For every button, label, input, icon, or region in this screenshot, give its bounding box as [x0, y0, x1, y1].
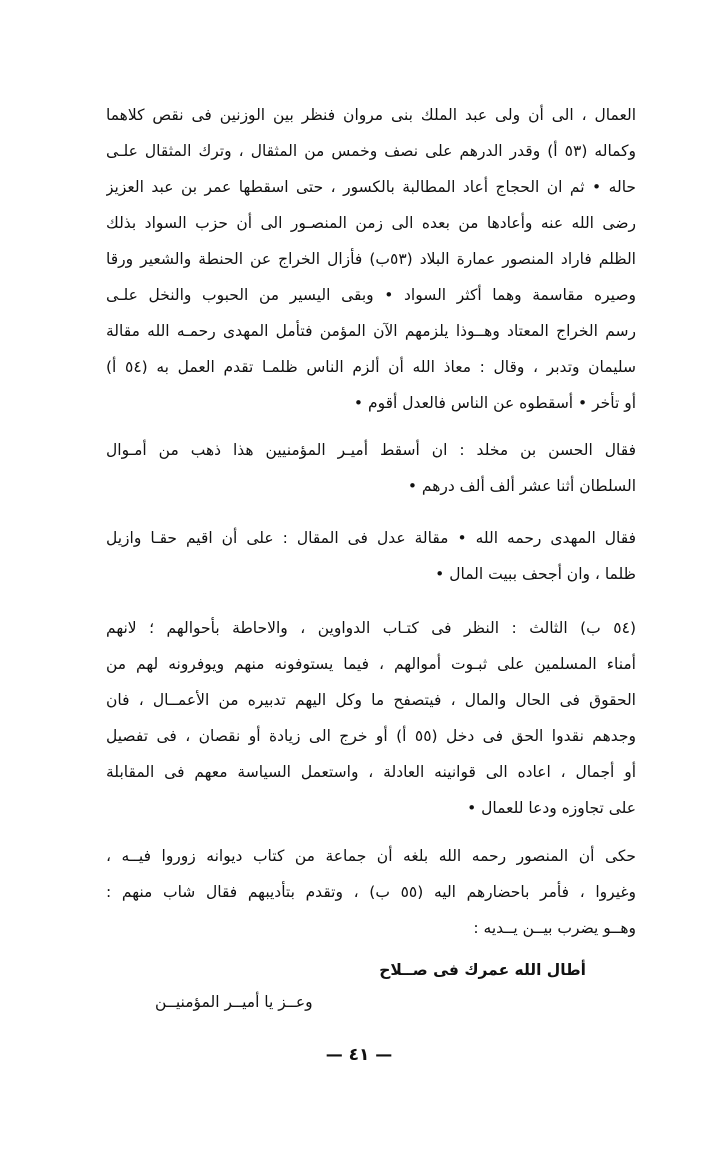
- text-line: الحقوق فى الحال والمال ، فيتصفح ما وكل اليهم تدبيره من الأعمــال ، فان: [106, 691, 636, 709]
- text-line: ظلما ، وان أجحف ببيت المال •: [435, 565, 636, 583]
- text-line: وصيره مقاسمة وهما أكثر السواد • وبقى اليسير من الحبوب والنخل علـى: [106, 286, 636, 304]
- paragraph-2: [106, 432, 636, 504]
- text-line: وكماله (٥٣ أ) وقدر الدرهم على نصف وخمس من المثقال ، وترك المثقال علـى: [106, 142, 636, 160]
- page-number: — ٤١ —: [325, 1045, 393, 1065]
- paragraph-5: [106, 838, 636, 946]
- paragraph-1: [106, 97, 636, 421]
- text-line: وغيروا ، فأمر باحضارهم اليه (٥٥ ب) ، وتقدم بتأديبهم فقال شاب منهم :: [106, 883, 636, 901]
- text-line: العمال ، الى أن ولى عبد الملك بنى مروان فنظر بين الوزنين فى نقص كلاهما: [106, 106, 636, 124]
- verse-first-hemistich: أطال الله عمرك فى صــلاح: [379, 961, 586, 979]
- text-line: سليمان وتدبر ، وقال : معاذ الله أن ألزم الناس ظلمـا تقدم العمل به (٥٤ أ): [106, 358, 636, 376]
- text-line: رضى الله عنه وأعادها من بعده الى زمن المنصـور الى أن حزب السواد بذلك: [106, 214, 636, 232]
- text-line: على تجاوزه ودعا للعمال •: [467, 799, 636, 817]
- text-line: أمناء المسلمين على ثبـوت أموالهم ، فيما يستوفونه منهم ويوفرونه لهم من: [106, 655, 636, 673]
- paragraph-4: [106, 610, 636, 826]
- text-line: رسم الخراج المعتاد وهــوذا يلزمهم الآن المؤمن فتأمل المهدى رحمـه الله مقالة: [106, 322, 636, 340]
- verse-second-hemistich: وعــز يا أميــر المؤمنيــن: [155, 993, 313, 1011]
- text-line: أو تأخر • أسقطوه عن الناس فالعدل أقوم •: [353, 394, 636, 412]
- paragraph-3: [106, 520, 636, 592]
- text-line: الظلم فاراد المنصور عمارة البلاد (٥٣ب) فأزال الخراج عن الحنطة والشعير ورقا: [106, 250, 636, 268]
- text-line: فقال الحسن بن مخلد : ان أسقط أميـر المؤمنيين هذا ذهب من أمـوال: [106, 441, 636, 459]
- text-line: (٥٤ ب) الثالث : النظر فى كتـاب الدواوين ، والاحاطة بأحوالهم ؛ لانهم: [106, 619, 636, 637]
- text-line: وهــو يضرب بيــن يــديه :: [473, 919, 636, 937]
- text-line: السلطان أثنا عشر ألف ألف درهم •: [407, 477, 636, 495]
- text-line: حكى أن المنصور رحمه الله بلغه أن جماعة من كتاب ديوانه زوروا فيــه ،: [106, 847, 636, 865]
- text-line: وجدهم نقدوا الحق فى دخل (٥٥ أ) أو خرج الى زيادة أو نقصان ، فى تفصيل: [106, 727, 636, 745]
- text-line: حاله • ثم ان الحجاج أعاد المطالبة بالكسور ، حتى اسقطها عمر بن عبد العزيز: [106, 178, 636, 196]
- text-line: أو أجمال ، اعاده الى قوانينه العادلة ، واستعمل السياسة معهم فى المقابلة: [106, 763, 636, 781]
- text-line: فقال المهدى رحمه الله • مقالة عدل فى المقال : على أن اقيم حقـا وازيل: [106, 529, 636, 547]
